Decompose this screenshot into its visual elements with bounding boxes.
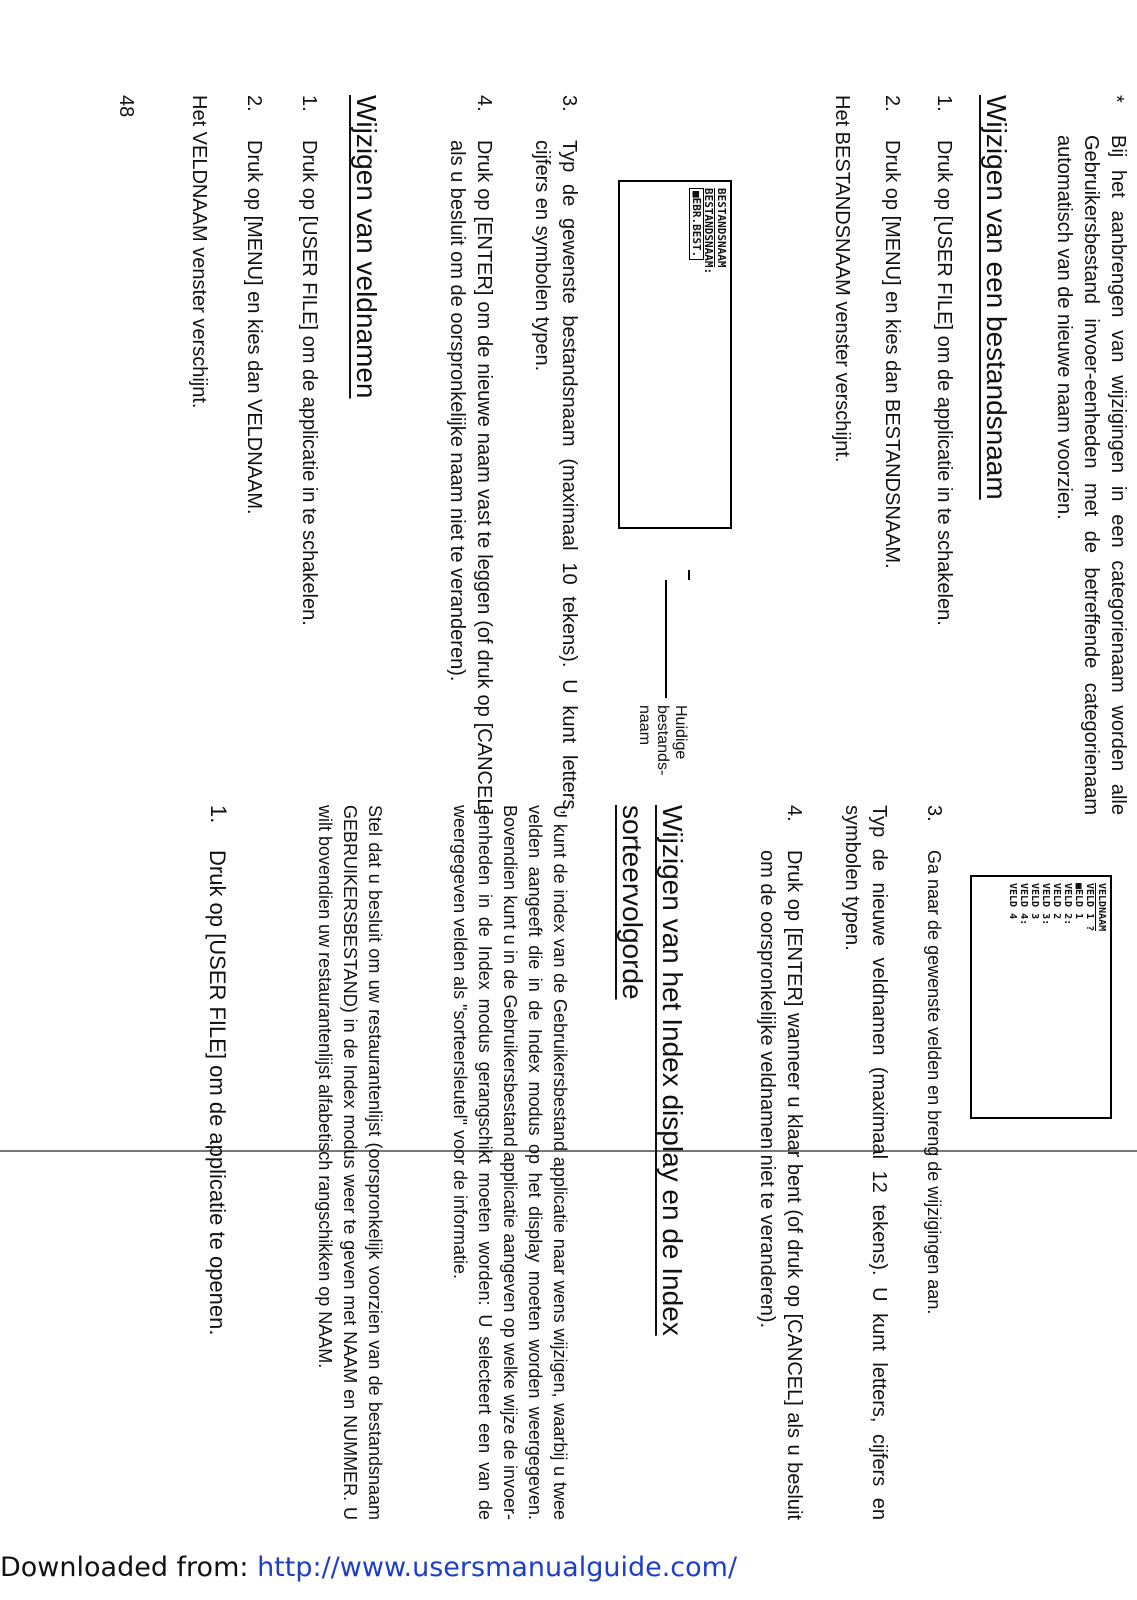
step-1-veldnamen <box>295 95 322 815</box>
step-3-bestandsnaam <box>528 95 582 815</box>
footer-label <box>0 1552 737 1583</box>
bullet-mark: * <box>1105 95 1127 103</box>
page-number: 48 <box>115 95 137 118</box>
step-text: Druk op [MENU] en kies dan BESTANDSNAAM. <box>881 140 903 569</box>
step-text: Druk op [USER FILE] om de applicatie in te schakelen. <box>933 140 955 626</box>
step-number: 3. <box>923 805 945 822</box>
screen-line: VELD 3 <box>1029 883 1040 920</box>
screen-line: VELD 3: <box>1040 883 1051 926</box>
step-number: 1. <box>298 95 320 112</box>
step-text: Typ de gewenste bestandsnaam (maximaal 10 tekens). U kunt letters, cijfers en symbolen typen. <box>531 140 580 815</box>
filename-value: EBR.BEST. <box>690 197 703 258</box>
step-text: Druk op [ENTER] om de nieuwe naam vast te leggen (of druk op [CANCEL] als u besluit om de oorspronkelijke naam niet te veranderen). <box>446 140 495 815</box>
screen-line: VELD 4 <box>1007 883 1018 920</box>
callout-line <box>665 580 667 698</box>
step-number: 2. <box>881 95 903 112</box>
step-1-index <box>202 805 232 1520</box>
screen-filename-field <box>689 188 704 260</box>
veldnaam-window-note: Het VELDNAAM venster verschijnt. <box>188 95 210 409</box>
step-4-bestandsnaam <box>443 95 497 815</box>
step-text: Druk op [USER FILE] om de applicatie te openen. <box>205 850 230 1336</box>
download-footer <box>0 1540 1137 1595</box>
step-text: Druk op [ENTER] wanneer u klaar bent (of druk op [CANCEL] als u besluit om de oorspronkelijke veldnamen niet te veranderen). <box>756 850 805 1520</box>
bestandsnaam-screen <box>618 180 732 529</box>
index-paragraph-1: U kunt de index van de Gebruikersbestand applicatie naar wens wijzigen, waarbij u twee velden aangeeft die in de Index modus op het display moeten worden weergegeven. Bovendien kunt u in de Gebruikersbestand applicatie aangeven op welke wijze de invoer-eenheden in de Index modus gerangschikt moeten worden: U selecteert een van de weergegeven velden als "sorteersleutel" voor de informatie. <box>450 805 570 1520</box>
index-paragraph-2: Stel dat u besluit om uw restaurantenlijst (oorspronkelijk voorzien van de bestandsnaam GEBRUIKERSBESTAND) in de Index modus weer te geven met NAAM en NUMMER. U wilt bovendien uw restaurantenlijst alfabetisch rangschikken op NAAM. <box>315 805 385 1520</box>
step-text: Druk op [USER FILE] om de applicatie in te schakelen. <box>298 140 320 626</box>
screen-line: VELD 1 ? <box>1084 883 1095 932</box>
step-2-bestandsnaam <box>878 95 905 815</box>
callout-line <box>688 570 690 580</box>
section-title-bestandsnaam: Wijzigen van een bestandsnaam <box>981 95 1012 500</box>
step-number: 1. <box>933 95 955 112</box>
screen-line: VELD 4: <box>1018 883 1029 926</box>
screen-line: VELD 2 <box>1051 883 1062 920</box>
footer-prefix: Downloaded from: <box>0 1552 258 1583</box>
screen-line: ■ELD 1 <box>1073 883 1084 920</box>
callout-label: Huidige bestands- naam <box>636 705 689 776</box>
screen-label: BESTANDSNAAM: <box>702 188 715 275</box>
section-title-index: Wijzigen van het Index display en de Index sorteervolgorde <box>617 805 688 1336</box>
screen-title: VELDNAAM <box>1096 883 1107 932</box>
veldnaam-screen <box>970 875 1112 1119</box>
step-3-veldnamen <box>920 805 947 1520</box>
step-1-bestandsnaam <box>930 95 957 815</box>
step-text: Ga naar de gewenste velden en breng de wijzigingen aan. <box>924 850 944 1315</box>
step-2-veldnamen <box>240 95 267 815</box>
bestandsnaam-window-note: Het BESTANDSNAAM venster verschijnt. <box>831 95 853 463</box>
step-number: 4. <box>473 95 495 112</box>
screen-title: BESTANDSNAAM <box>715 188 728 268</box>
step-number: 3. <box>558 95 580 112</box>
note-bullet <box>1050 95 1137 815</box>
cursor-icon: ■ <box>690 191 703 198</box>
step-number: 2. <box>243 95 265 112</box>
step-text: Druk op [MENU] en kies dan VELDNAAM. <box>243 140 265 515</box>
step-number: 4. <box>783 805 805 822</box>
section-title-veldnamen: Wijzigen van veldnamen <box>351 95 382 399</box>
footer-link[interactable]: http://www.usersmanualguide.com/ <box>257 1552 738 1583</box>
screen-line: VELD 2: <box>1062 883 1073 926</box>
step-4-veldnamen <box>753 805 807 1520</box>
veldnamen-typing-note: Typ de nieuwe veldnamen (maximaal 12 tekens). U kunt letters, cijfers en symbolen typen. <box>841 805 890 1520</box>
step-number: 1. <box>206 805 231 824</box>
note-text: Bij het aanbrengen van wijzigingen in een categorienaam worden alle Gebruikersbestand invoer-eenheden met de betreffende categorienaam automatisch van de nieuwe naam voorzien. <box>1053 135 1129 815</box>
